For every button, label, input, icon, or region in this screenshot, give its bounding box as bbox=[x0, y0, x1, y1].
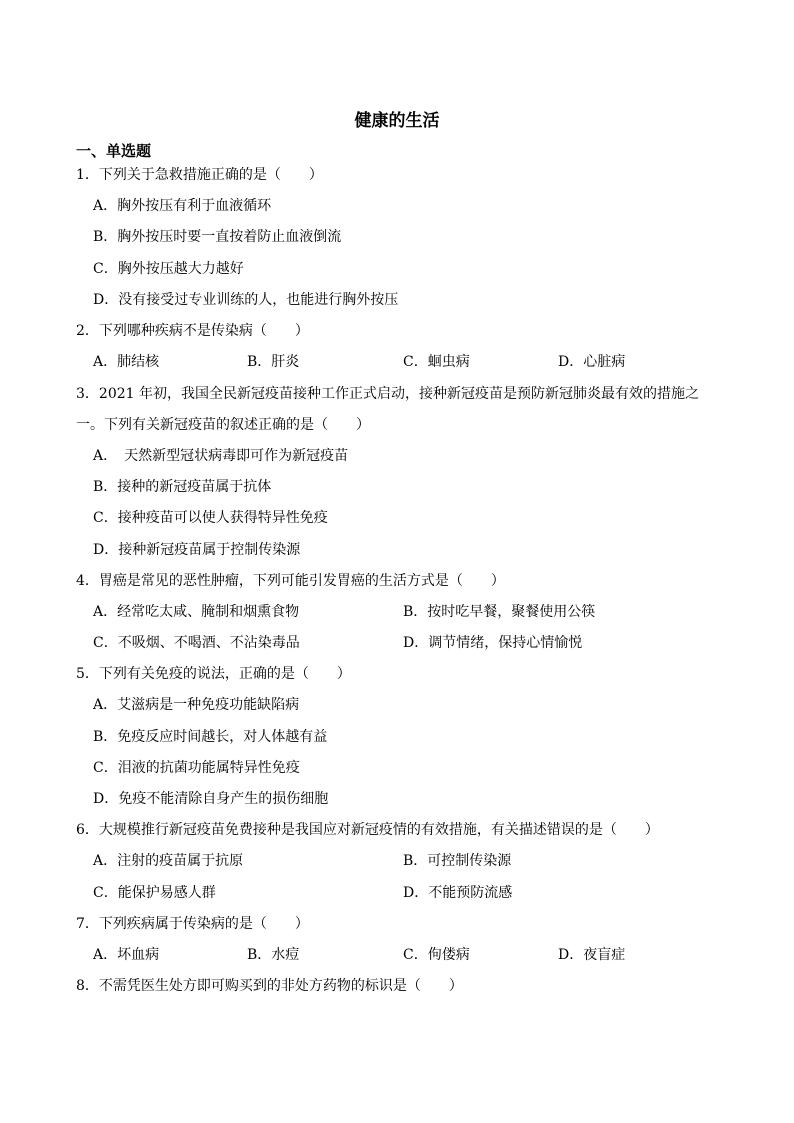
question-2-option-b: B．肝炎 bbox=[247, 354, 300, 370]
question-3-option-a: A． 天然新型冠状病毒即可作为新冠疫苗 bbox=[93, 448, 349, 464]
question-6-option-a: A．注射的疫苗属于抗原 bbox=[93, 853, 244, 869]
question-7-option-d: D．夜盲症 bbox=[558, 947, 626, 963]
question-3-option-c: C．接种疫苗可以使人获得特异性免疫 bbox=[93, 510, 328, 526]
question-1-option-d: D．没有接受过专业训练的人，也能进行胸外按压 bbox=[93, 292, 399, 308]
question-1-option-b: B．胸外按压时要一直按着防止血液倒流 bbox=[93, 229, 342, 245]
question-1-stem: 1．下列关于急救措施正确的是（ ） bbox=[76, 167, 323, 183]
question-5-option-a: A．艾滋病是一种免疫功能缺陷病 bbox=[93, 697, 300, 713]
question-2-option-c: C．蛔虫病 bbox=[403, 354, 470, 370]
question-4-stem: 4．胃癌是常见的恶性肿瘤，下列可能引发胃癌的生活方式是（ ） bbox=[76, 573, 505, 589]
question-6-option-b: B．可控制传染源 bbox=[403, 853, 512, 869]
question-7-option-c: C．佝偻病 bbox=[403, 947, 470, 963]
question-4-option-c: C．不吸烟、不喝酒、不沾染毒品 bbox=[93, 635, 300, 651]
question-3-option-d: D．接种新冠疫苗属于控制传染源 bbox=[93, 542, 301, 558]
question-7-option-a: A．坏血病 bbox=[93, 947, 160, 963]
question-6-option-c: C．能保护易感人群 bbox=[93, 885, 216, 901]
question-5-stem: 5．下列有关免疫的说法，正确的是（ ） bbox=[76, 666, 351, 682]
question-1-option-a: A．胸外按压有利于血液循环 bbox=[93, 198, 272, 214]
question-1-option-c: C．胸外按压越大力越好 bbox=[93, 261, 244, 277]
question-5-option-c: C．泪液的抗菌功能属特异性免疫 bbox=[93, 760, 300, 776]
question-8-stem: 8．不需凭医生处方即可购买到的非处方药物的标识是（ ） bbox=[76, 978, 463, 994]
question-3-option-b: B．接种的新冠疫苗属于抗体 bbox=[93, 479, 272, 495]
question-2-stem: 2．下列哪种疾病不是传染病（ ） bbox=[76, 323, 309, 339]
question-7-option-b: B．水痘 bbox=[247, 947, 300, 963]
section-heading: 一、单选题 bbox=[76, 142, 152, 160]
question-5-option-d: D．免疫不能清除自身产生的损伤细胞 bbox=[93, 791, 329, 807]
question-2-option-d: D．心脏病 bbox=[558, 354, 626, 370]
question-6-stem: 6．大规模推行新冠疫苗免费接种是我国应对新冠疫情的有效措施，有关描述错误的是（ ） bbox=[76, 822, 659, 838]
question-3-stem-continued: 一。下列有关新冠疫苗的叙述正确的是（ ） bbox=[76, 417, 370, 433]
question-5-option-b: B．免疫反应时间越长，对人体越有益 bbox=[93, 729, 328, 745]
question-7-stem: 7．下列疾病属于传染病的是（ ） bbox=[76, 916, 309, 932]
question-4-option-a: A．经常吃太咸、腌制和烟熏食物 bbox=[93, 604, 300, 620]
question-4-option-b: B．按时吃早餐，聚餐使用公筷 bbox=[403, 604, 596, 620]
question-4-option-d: D．调节情绪，保持心情愉悦 bbox=[403, 635, 583, 651]
question-2-option-a: A．肺结核 bbox=[93, 354, 160, 370]
document-title: 健康的生活 bbox=[354, 111, 440, 131]
question-3-stem: 3．2021 年初，我国全民新冠疫苗接种工作正式启动，接种新冠疫苗是预防新冠肺炎最有效的措施之 bbox=[76, 386, 699, 402]
question-6-option-d: D．不能预防流感 bbox=[403, 885, 513, 901]
